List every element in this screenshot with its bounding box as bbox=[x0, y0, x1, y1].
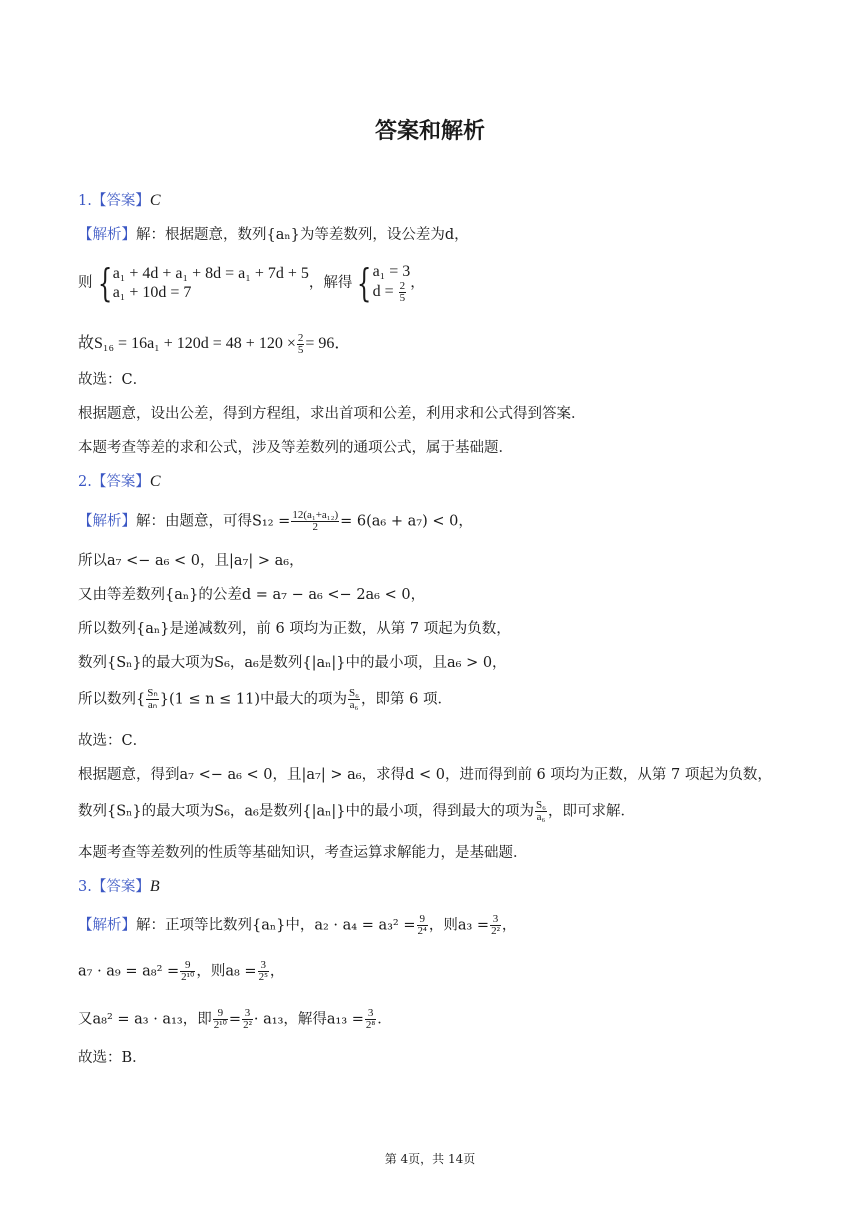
fraction bbox=[365, 1008, 376, 1031]
system-eq-2: a₁ + 10d = 7 bbox=[112, 284, 192, 301]
q1-comment: 本题考查等差的求和公式，涉及等差数列的通项公式，属于基础题． bbox=[78, 440, 513, 456]
frac-num: 2 bbox=[399, 280, 406, 292]
q1-sum-result: = 96． bbox=[305, 335, 351, 353]
page-footer: 第 4页，共 14页 bbox=[384, 1152, 476, 1166]
q2-text-2: 所以a₇ <− a₆ < 0，且|a₇| > a₆， bbox=[78, 553, 304, 569]
frac-num: 3 bbox=[490, 914, 501, 926]
analysis-tag: 【解析】 bbox=[78, 513, 136, 530]
q1-number: 1. bbox=[78, 193, 92, 209]
solve-label: ，解得 bbox=[308, 275, 353, 291]
fraction bbox=[297, 333, 305, 356]
q2-explanation-2 bbox=[78, 800, 635, 823]
q2-text-6a: 所以数列{ bbox=[78, 691, 146, 708]
q2-answer-line bbox=[78, 472, 161, 492]
brace-symbol: { bbox=[357, 261, 372, 305]
q1-equation-system bbox=[78, 262, 425, 308]
q3-analysis-line-1 bbox=[78, 914, 516, 937]
frac-num: S₆ bbox=[536, 799, 546, 811]
frac-num: 9 bbox=[417, 914, 428, 926]
q1-answer: C bbox=[149, 192, 161, 209]
brace-symbol: { bbox=[97, 261, 112, 305]
q2-text-9b: ，即可求解． bbox=[547, 803, 635, 820]
frac-num: 9 bbox=[180, 960, 195, 972]
analysis-tag: 【解析】 bbox=[78, 917, 136, 934]
answer-tag: 【答案】 bbox=[91, 879, 150, 895]
q2-text-1b: = 6(a₆ + a₇) < 0， bbox=[340, 513, 473, 530]
fraction bbox=[258, 960, 269, 983]
q3-text-1a: 解：正项等比数列{aₙ}中，a₂ · a₄ = a₃² = bbox=[136, 917, 416, 934]
q3-text-1c: ， bbox=[501, 917, 517, 934]
system-left bbox=[113, 264, 309, 302]
q2-explanation-1: 根据题意，得到a₇ <− a₆ < 0，且|a₇| > a₆，求得d < 0，进而得到前 6 项均为正数，从第 7 项起为负数， bbox=[78, 767, 772, 783]
q3-text-3d: ． bbox=[377, 1011, 392, 1028]
frac-den: 2⁴ bbox=[417, 925, 427, 937]
system-eq-1: a₁ + 4d + a₁ + 8d = a₁ + 7d + 5 bbox=[112, 265, 309, 282]
fraction bbox=[490, 914, 501, 937]
frac-num: 9 bbox=[213, 1008, 228, 1020]
q3-text-2b: ，则a₈ = bbox=[196, 963, 257, 980]
q3-choice: 故选：B． bbox=[78, 1050, 147, 1066]
q1-choice: 故选：C． bbox=[78, 372, 148, 388]
fraction bbox=[213, 1008, 228, 1031]
q1-explanation: 根据题意，设出公差，得到方程组，求出首项和公差，利用求和公式得到答案． bbox=[78, 406, 586, 422]
solution-a1: a₁ = 3 bbox=[372, 263, 411, 280]
then-label: 则 bbox=[78, 275, 93, 291]
fraction bbox=[242, 1008, 253, 1031]
q3-text-3b: = bbox=[228, 1011, 242, 1028]
q2-answer: C bbox=[149, 473, 161, 490]
frac-den: 2⁸ bbox=[365, 1019, 376, 1031]
q1-sum-text: 故S₁₆ = 16a₁ + 120d = 48 + 120 × bbox=[78, 335, 296, 353]
q3-answer: B bbox=[149, 878, 160, 895]
q3-text-3c: · a₁₃，解得a₁₃ = bbox=[253, 1011, 364, 1028]
q2-comment: 本题考查等差数列的性质等基础知识，考查运算求解能力，是基础题． bbox=[78, 845, 528, 861]
frac-den: 5 bbox=[399, 292, 406, 304]
frac-den: 2 bbox=[312, 521, 318, 533]
fraction bbox=[146, 688, 159, 711]
q2-text-6b: }(1 ≤ n ≤ 11)中最大的项为 bbox=[159, 691, 348, 708]
frac-den: 2¹⁰ bbox=[181, 971, 195, 983]
frac-den: a₆ bbox=[349, 699, 359, 711]
fraction bbox=[180, 960, 195, 983]
q2-text-1a: 解：由题意，可得S₁₂ = bbox=[136, 513, 291, 530]
frac-num: S₆ bbox=[349, 687, 359, 699]
frac-num: 3 bbox=[242, 1008, 253, 1020]
q2-text-5: 数列{Sₙ}的最大项为S₆，a₆是数列{|aₙ|}中的最小项，且a₆ > 0， bbox=[78, 655, 507, 671]
frac-den: 2⁵ bbox=[258, 971, 268, 983]
q2-text-6 bbox=[78, 688, 452, 711]
q3-analysis-line-3 bbox=[78, 1008, 392, 1031]
q3-text-2a: a₇ · a₉ = a₈² = bbox=[78, 963, 180, 980]
q2-choice: 故选：C． bbox=[78, 733, 148, 749]
frac-den: aₙ bbox=[147, 699, 158, 711]
q1-answer-line bbox=[78, 191, 161, 211]
q3-text-1b: ，则a₃ = bbox=[428, 917, 490, 934]
answer-tag: 【答案】 bbox=[91, 193, 150, 209]
system-right bbox=[373, 262, 411, 304]
q2-text-3: 又由等差数列{aₙ}的公差d = a₇ − a₆ <− 2a₆ < 0， bbox=[78, 587, 426, 603]
fraction bbox=[291, 510, 339, 533]
fraction bbox=[535, 800, 547, 823]
solution-d: d = bbox=[372, 283, 398, 301]
q3-number: 3. bbox=[78, 879, 92, 895]
fraction bbox=[399, 281, 407, 304]
q1-text-1: 解：根据题意，数列{aₙ}为等差数列，设公差为d， bbox=[136, 227, 469, 243]
q2-text-9a: 数列{Sₙ}的最大项为S₆，a₆是数列{|aₙ|}中的最小项，得到最大的项为 bbox=[78, 803, 534, 820]
fraction bbox=[417, 914, 428, 937]
analysis-tag: 【解析】 bbox=[78, 227, 136, 243]
comma: ， bbox=[410, 275, 425, 291]
frac-den: a₆ bbox=[536, 811, 546, 823]
frac-num: 3 bbox=[365, 1008, 376, 1020]
q2-text-4: 所以数列{aₙ}是递减数列，前 6 项均为正数，从第 7 项起为负数， bbox=[78, 621, 511, 637]
frac-den: 2² bbox=[491, 925, 500, 937]
answer-tag: 【答案】 bbox=[91, 474, 150, 490]
frac-den: 5 bbox=[297, 344, 304, 356]
frac-num: 12(a₁+a₁₂) bbox=[292, 509, 339, 521]
frac-num: 3 bbox=[258, 960, 269, 972]
q3-analysis-line-2 bbox=[78, 960, 284, 983]
q1-analysis-line-1 bbox=[78, 225, 469, 245]
q3-text-2c: ， bbox=[269, 963, 285, 980]
frac-den: 2¹⁰ bbox=[213, 1019, 227, 1031]
q2-analysis-line-1 bbox=[78, 510, 473, 533]
q3-text-3a: 又a₈² = a₃ · a₁₃，即 bbox=[78, 1011, 212, 1028]
q2-number: 2. bbox=[78, 474, 92, 490]
page-title: 答案和解析 bbox=[374, 119, 485, 144]
fraction bbox=[348, 688, 360, 711]
frac-num: Sₙ bbox=[147, 687, 158, 699]
q1-sum-line bbox=[78, 333, 350, 356]
frac-num: 2 bbox=[297, 332, 304, 344]
q2-text-6c: ，即第 6 项． bbox=[361, 691, 452, 708]
frac-den: 2² bbox=[243, 1019, 252, 1031]
q3-answer-line bbox=[78, 877, 160, 897]
